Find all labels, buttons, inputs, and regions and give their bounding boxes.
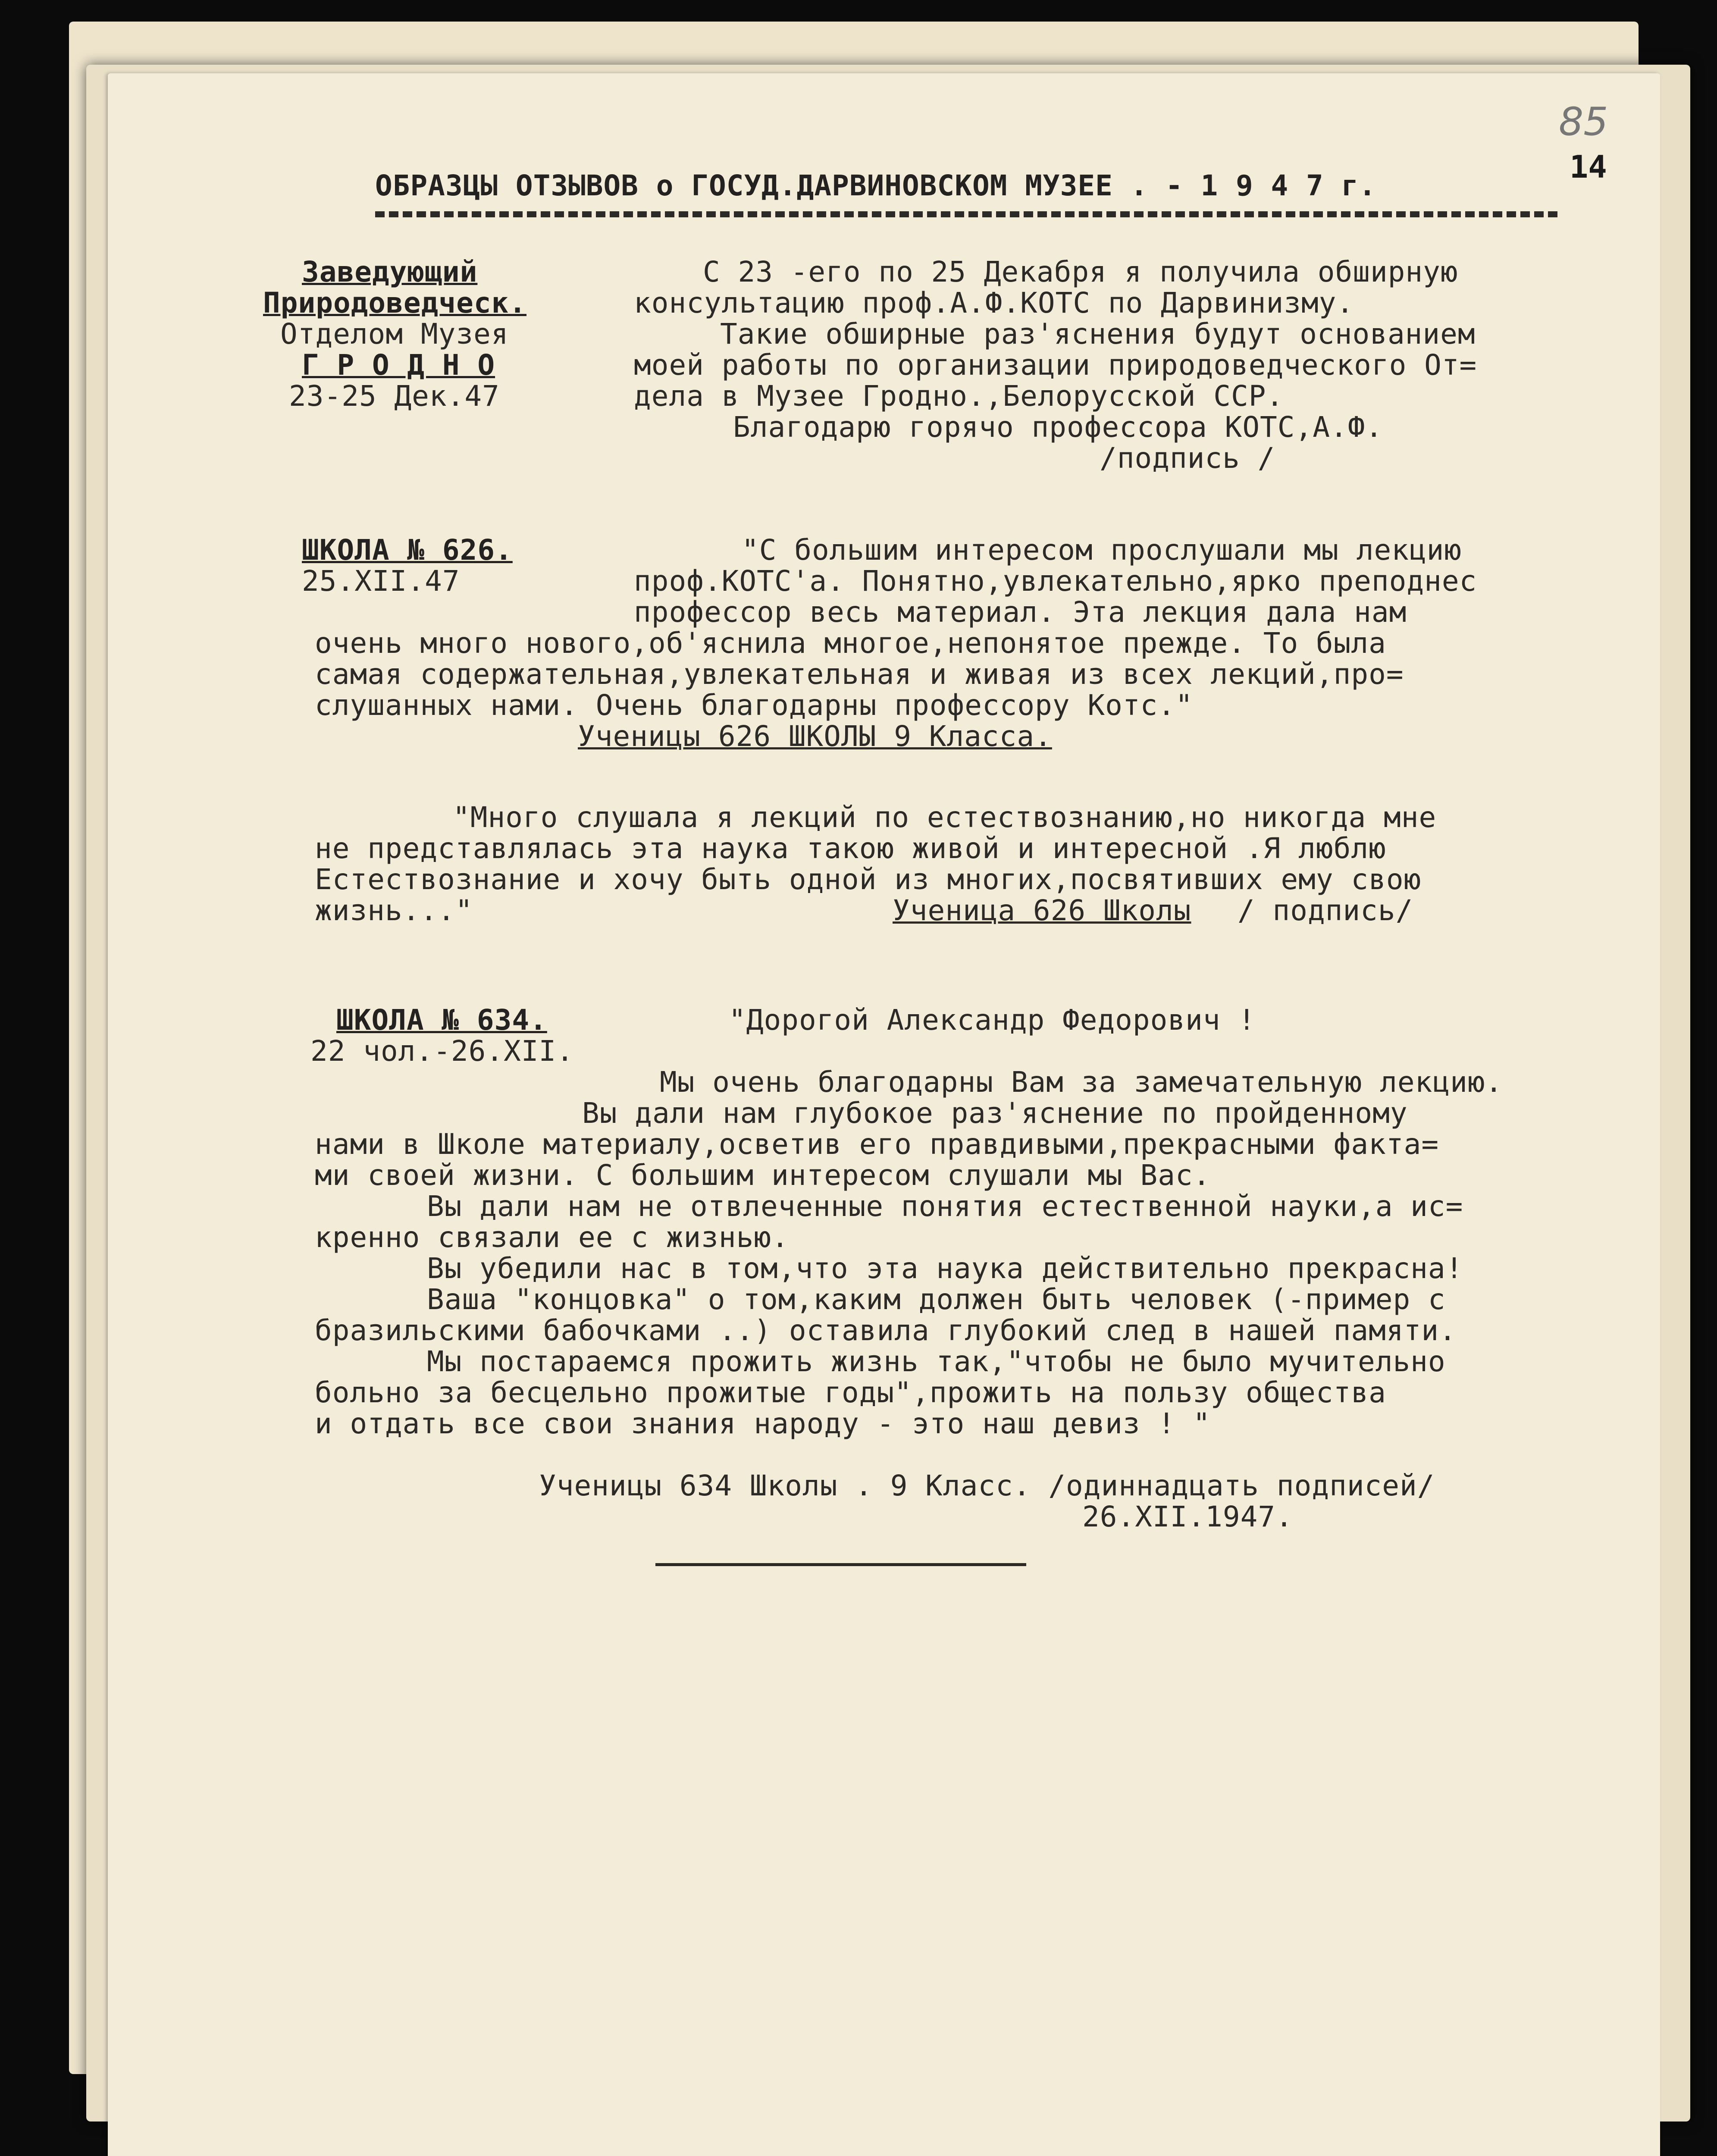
review4-signature: Ученицы 634 Школы . 9 Класс. /одиннадцать подписей/ bbox=[539, 1469, 1435, 1502]
review1-side-line: Отделом Музея bbox=[280, 317, 509, 351]
review3-body-line: Естествознание и хочу быть одной из многих,посвятивших ему свою bbox=[315, 863, 1422, 896]
review2-body-line: очень много нового,об'яснила многое,непонятое прежде. То была bbox=[315, 627, 1386, 660]
review2-side-line: ШКОЛА № 626. bbox=[302, 533, 513, 567]
review4-body-line: ми своей жизни. С большим интересом слушали мы Вас. bbox=[315, 1159, 1211, 1192]
review3-body-line: не представлялась эта наука такою живой и интересной .Я люблю bbox=[315, 832, 1386, 865]
review3-signature-mark: / подпись/ bbox=[1238, 894, 1413, 927]
review4-body-line: нами в Школе материалу,осветив его правдивыми,прекрасными факта= bbox=[315, 1128, 1439, 1161]
review1-side-line: Г Р О Д Н О bbox=[302, 348, 495, 382]
review1-body-line: консультацию проф.А.Ф.КОТС по Дарвинизму. bbox=[634, 286, 1354, 320]
review1-body-line: С 23 -его по 25 Декабря я получила обширную bbox=[703, 255, 1458, 288]
review2-body-line: "С большим интересом прослушали мы лекцию bbox=[742, 533, 1462, 567]
review1-side-line: Природоведческ. bbox=[263, 286, 527, 320]
review1-body-line: Благодарю горячо профессора КОТС,А.Ф. bbox=[733, 411, 1383, 444]
review4-body-line: бразильскими бабочками ..) оставила глубокий след в нашей памяти. bbox=[315, 1314, 1457, 1347]
review4-body-line: Вы убедили нас в том,что эта наука действительно прекрасна! bbox=[427, 1252, 1463, 1285]
page-title: ОБРАЗЦЫ ОТЗЫВОВ о ГОСУД.ДАРВИНОВСКОМ МУЗЕЕ . - 1 9 4 7 г. bbox=[375, 169, 1376, 202]
review3-signature: Ученица 626 Школы bbox=[893, 894, 1191, 927]
review4-body-line: больно за бесцельно прожитые годы",прожить на пользу общества bbox=[315, 1376, 1386, 1409]
review4-body-line: Вы дали нам глубокое раз'яснение по пройденному bbox=[582, 1097, 1408, 1130]
review4-body-line: Мы постараемся прожить жизнь так,"чтобы не было мучительно bbox=[427, 1345, 1446, 1378]
pencil-page-number: 85 bbox=[1559, 99, 1608, 144]
review1-side-line: 23-25 Дек.47 bbox=[289, 379, 500, 413]
review4-body-line: Мы очень благодарны Вам за замечательную лекцию. bbox=[660, 1065, 1503, 1099]
review1-body-line: моей работы по организации природоведческого От= bbox=[634, 348, 1477, 382]
review1-body-line: Такие обширные раз'яснения будут основанием bbox=[720, 317, 1476, 351]
review2-body-line: самая содержательная,увлекательная и живая из всех лекций,про= bbox=[315, 658, 1404, 691]
document-page bbox=[108, 73, 1660, 2156]
review2-body-line: проф.КОТС'а. Понятно,увлекательно,ярко преподнес bbox=[634, 564, 1477, 598]
review4-body-line: Вы дали нам не отвлеченные понятия естественной науки,а ис= bbox=[427, 1190, 1463, 1223]
review4-body-line: кренно связали ее с жизнью. bbox=[315, 1221, 789, 1254]
review3-body-line: "Много слушала я лекций по естествознанию,но никогда мне bbox=[453, 801, 1437, 834]
title-dashed-underline bbox=[375, 211, 1561, 217]
review4-side-line: ШКОЛА № 634. bbox=[336, 1003, 547, 1037]
review4-body-line: и отдать все свои знания народу - это наш девиз ! " bbox=[315, 1407, 1211, 1440]
review4-body-line: Ваша "концовка" о том,каким должен быть человек (-пример с bbox=[427, 1283, 1446, 1316]
review3-body-line: жизнь..." bbox=[315, 894, 473, 927]
review4-side-line: 22 чол.-26.XII. bbox=[310, 1034, 574, 1068]
closing-rule bbox=[655, 1563, 1026, 1566]
review1-signature: /подпись / bbox=[1100, 442, 1275, 475]
review2-signature: Ученицы 626 ШКОЛЫ 9 Класса. bbox=[578, 720, 1052, 753]
review4-greeting: "Дорогой Александр Федорович ! bbox=[729, 1003, 1256, 1037]
review2-side-line: 25.XII.47 bbox=[302, 564, 460, 598]
review1-body-line: дела в Музее Гродно.,Белорусской ССР. bbox=[634, 379, 1284, 413]
review2-body-line: слушанных нами. Очень благодарны профессору Котс." bbox=[315, 689, 1193, 722]
review1-side-line: Заведующий bbox=[302, 255, 478, 288]
page-number: 14 bbox=[1570, 149, 1607, 185]
review2-body-line: профессор весь материал. Эта лекция дала нам bbox=[634, 595, 1407, 629]
review4-date: 26.XII.1947. bbox=[1082, 1500, 1293, 1533]
